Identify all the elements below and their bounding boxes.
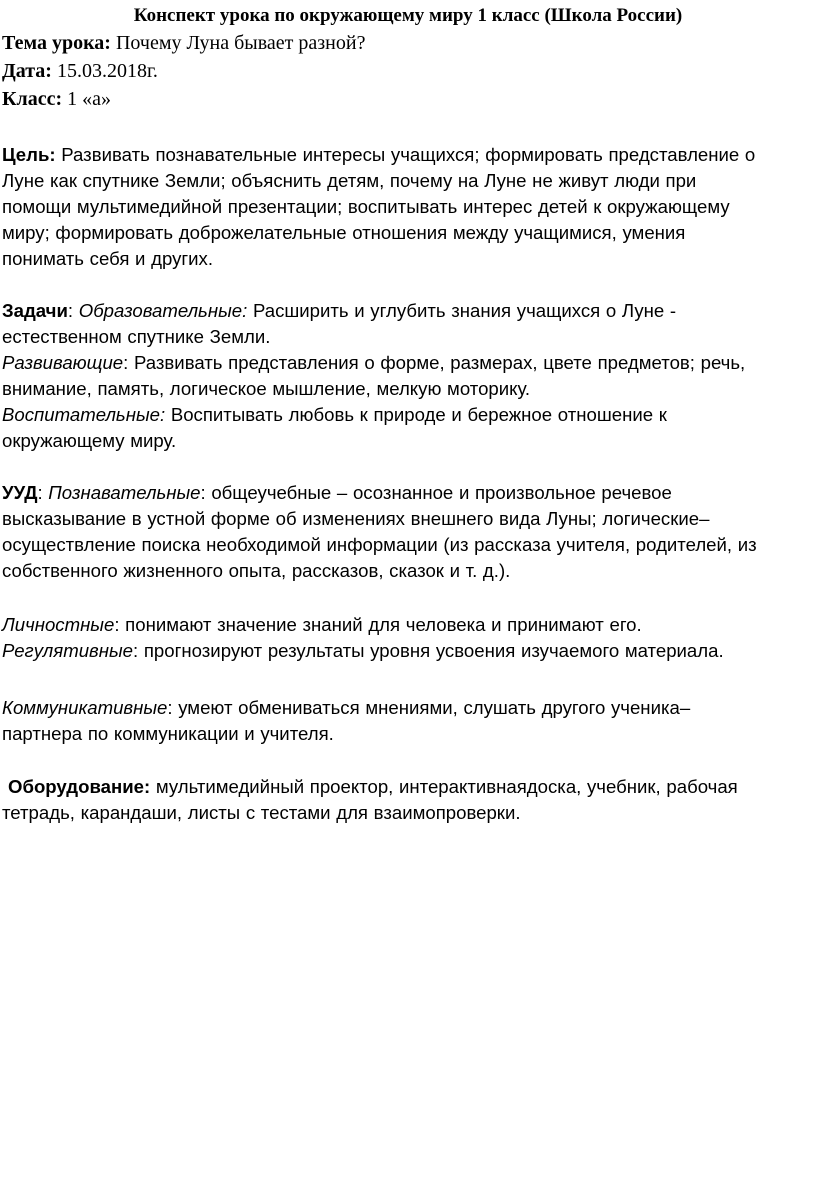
document-title: Конспект урока по окружающему миру 1 класс (Школа России) [133,5,683,26]
tasks-line: окружающему миру. [2,430,177,451]
tasks-line [2,402,802,428]
personal-line [2,612,802,638]
upbringing-text: Воспитывать любовь к природе и бережное отношение к [170,404,667,425]
equipment-paragraph [2,774,808,826]
communicative-line [2,695,802,721]
equipment-text: мультимедийный проектор, интерактивнаядоска, учебник, рабочая [155,776,738,797]
regulatory-label: Регулятивные [2,640,134,661]
developing-label: Развивающие [2,352,124,373]
personal-regulatory-paragraph [2,612,802,664]
goal-line [2,142,802,168]
tasks-label: Задачи [2,300,68,321]
uud-line: УУД: Познавательные: общеучебные – осознанное и произвольное речевое [2,482,672,503]
goal-line: Луне как спутнике Земли; объяснить детям, почему на Луне не живут люди при [2,170,697,191]
equipment-label: Оборудование: [8,776,151,797]
cognitive-text: : общеучебные – осознанное и произвольное речевое [200,482,672,503]
goal-label: Цель: [2,144,56,165]
personal-text: : понимают значение знаний для человека и принимают его. [114,614,642,635]
communicative-text: : умеют обмениваться мнениями, слушать другого ученика– [167,697,691,718]
class-label: Класс: [2,88,63,110]
goal-line: помощи мультимедийной презентации; воспитывать интерес детей к окружающему [2,196,730,217]
educational-text: Расширить и углубить знания учащихся о Луне - [252,300,677,321]
tasks-line: естественном спутнике Земли. [2,326,271,347]
tasks-line: Задачи: Образовательные: Расширить и углубить знания учащихся о Луне - [2,300,677,321]
tasks-paragraph [2,298,802,454]
regulatory-text: : прогнозируют результаты уровня усвоения изучаемого материала. [133,640,724,661]
regulatory-line [2,638,802,664]
cognitive-label: Познавательные [48,482,201,503]
date-label: Дата: [2,60,52,82]
developing-text: : Развивать представления о форме, размерах, цвете предметов; речь, [123,352,746,373]
tasks-line: внимание, память, логическое мышление, мелкую моторику. [2,378,531,399]
class-line [2,86,111,112]
tasks-line [2,350,802,376]
date-line [2,58,158,84]
communicative-line: партнера по коммуникации и учителя. [2,723,334,744]
goal-paragraph [2,142,802,272]
upbringing-label: Воспитательные: [2,404,166,425]
uud-line: осуществление поиска необходимой информации (из рассказа учителя, родителей, из [2,534,757,555]
topic-value: Почему Луна бывает разной? [115,32,366,54]
topic-line [2,30,365,56]
goal-line: понимать себя и других. [2,248,214,269]
goal-line: миру; формировать доброжелательные отношения между учащимися, умения [2,222,686,243]
educational-label: Образовательные: [78,300,248,321]
communicative-label: Коммуникативные [2,697,168,718]
goal-text: Развивать познавательные интересы учащихся; формировать представление о [61,144,756,165]
communicative-paragraph [2,695,802,747]
class-value: 1 «а» [67,88,112,110]
uud-paragraph [2,480,802,584]
topic-label: Тема урока: [2,32,111,54]
uud-label: УУД [2,482,38,503]
equipment-line [8,774,808,800]
equipment-line: тетрадь, карандаши, листы с тестами для взаимопроверки. [2,802,521,823]
uud-line: собственного жизненного опыта, рассказов, сказок и т. д.). [2,560,511,581]
personal-label: Личностные [2,614,115,635]
date-value: 15.03.2018г. [56,60,158,82]
uud-line: высказывание в устной форме об изменениях внешнего вида Луны; логические– [2,508,710,529]
